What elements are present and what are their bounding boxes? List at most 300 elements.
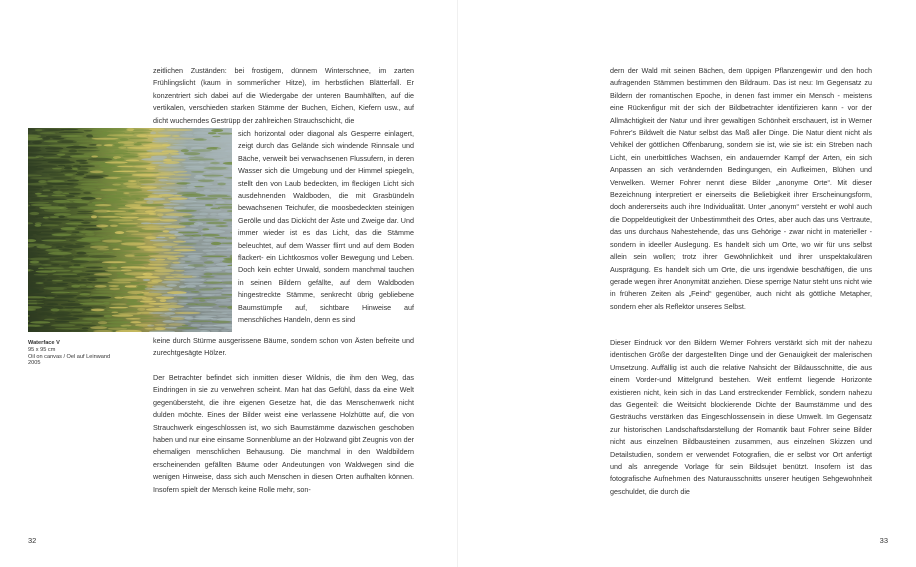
water-ripple	[82, 327, 89, 329]
water-ripple	[159, 305, 185, 308]
water-ripple	[150, 240, 168, 242]
water-ripple	[160, 219, 178, 222]
water-ripple	[185, 285, 196, 288]
water-ripple	[177, 237, 190, 239]
water-ripple	[176, 228, 199, 230]
water-ripple	[202, 186, 221, 188]
water-ripple	[64, 174, 73, 176]
water-ripple	[113, 169, 121, 171]
water-ripple	[201, 243, 212, 245]
water-ripple	[195, 303, 217, 306]
water-ripple	[168, 197, 188, 199]
water-ripple	[178, 300, 195, 302]
water-ripple	[115, 231, 125, 234]
water-ripple	[116, 158, 124, 161]
water-ripple	[133, 315, 153, 317]
right-column-para2	[610, 337, 872, 498]
water-ripple	[212, 260, 220, 263]
water-ripple	[82, 325, 97, 327]
caption-size: 95 x 95 cm	[28, 346, 56, 353]
caption-title: Waterface V	[28, 340, 60, 346]
water-ripple	[72, 315, 90, 318]
water-ripple	[203, 138, 219, 140]
water-ripple	[134, 201, 146, 203]
water-ripple	[81, 279, 87, 281]
water-ripple	[108, 140, 116, 142]
water-ripple	[78, 299, 92, 301]
water-ripple	[112, 171, 137, 172]
water-ripple	[198, 161, 204, 163]
water-ripple	[75, 173, 84, 175]
water-ripple	[173, 195, 182, 196]
water-ripple	[35, 129, 43, 131]
water-ripple	[119, 174, 133, 176]
water-ripple	[97, 216, 121, 218]
water-ripple	[51, 194, 65, 196]
water-ripple	[118, 189, 142, 192]
water-ripple	[56, 186, 76, 188]
water-ripple	[157, 177, 170, 178]
water-ripple	[121, 309, 129, 311]
water-ripple	[163, 159, 172, 161]
water-ripple	[201, 276, 215, 277]
water-ripple	[80, 189, 97, 191]
water-ripple	[148, 261, 172, 263]
water-ripple	[97, 318, 105, 321]
water-ripple	[110, 225, 118, 227]
water-ripple	[146, 201, 153, 204]
water-ripple	[178, 232, 199, 234]
water-ripple	[215, 225, 228, 227]
water-ripple	[42, 222, 62, 224]
water-ripple	[73, 140, 94, 142]
water-ripple	[48, 276, 59, 279]
water-ripple	[201, 294, 215, 296]
water-ripple	[172, 159, 186, 160]
water-ripple	[103, 302, 110, 305]
water-ripple	[144, 198, 166, 201]
water-ripple	[44, 319, 55, 320]
water-ripple	[148, 303, 170, 305]
water-ripple	[47, 180, 65, 182]
water-ripple	[125, 162, 151, 165]
water-ripple	[32, 141, 42, 144]
water-ripple	[121, 269, 132, 271]
water-ripple	[140, 301, 156, 303]
water-ripple	[102, 261, 127, 263]
water-ripple	[39, 308, 50, 311]
water-ripple	[110, 128, 128, 131]
water-ripple	[52, 138, 64, 140]
water-ripple	[167, 178, 190, 180]
water-ripple	[95, 279, 110, 281]
water-ripple	[29, 278, 45, 281]
water-ripple	[52, 168, 62, 170]
water-ripple	[67, 183, 79, 186]
water-ripple	[200, 279, 206, 281]
left-column-para2	[153, 372, 414, 496]
water-ripple	[43, 282, 54, 285]
water-ripple	[156, 173, 175, 175]
water-ripple	[121, 326, 143, 329]
water-ripple	[91, 222, 113, 224]
water-ripple	[59, 248, 73, 250]
water-ripple	[41, 191, 53, 193]
water-ripple	[204, 178, 211, 180]
water-ripple	[74, 177, 83, 180]
water-ripple	[210, 140, 232, 142]
water-ripple	[78, 165, 95, 167]
water-ripple	[102, 240, 122, 243]
water-ripple	[205, 155, 228, 158]
water-ripple	[198, 290, 221, 293]
water-ripple	[210, 162, 220, 164]
water-ripple	[176, 210, 197, 212]
water-ripple	[170, 138, 196, 140]
water-ripple	[174, 174, 192, 176]
water-ripple	[48, 252, 72, 255]
water-ripple	[86, 134, 93, 137]
water-ripple	[141, 222, 151, 224]
water-ripple	[82, 219, 98, 221]
water-ripple	[154, 327, 165, 330]
water-ripple	[179, 243, 197, 245]
water-ripple	[155, 297, 174, 299]
water-ripple	[109, 285, 120, 287]
water-ripple	[136, 134, 147, 137]
water-ripple	[210, 213, 217, 216]
water-ripple	[48, 219, 69, 221]
water-ripple	[102, 171, 111, 172]
water-ripple	[155, 259, 165, 261]
water-ripple	[147, 281, 158, 283]
water-ripple	[112, 249, 120, 250]
water-ripple	[56, 295, 77, 297]
water-ripple	[177, 297, 189, 299]
water-ripple	[202, 234, 220, 237]
water-ripple	[37, 250, 44, 252]
water-ripple	[32, 132, 38, 134]
water-ripple	[123, 156, 139, 158]
water-ripple	[37, 302, 45, 305]
water-ripple	[69, 219, 84, 221]
water-ripple	[90, 243, 106, 246]
water-ripple	[171, 317, 185, 320]
water-ripple	[123, 249, 141, 251]
water-ripple	[39, 231, 67, 233]
water-ripple	[137, 282, 148, 284]
water-ripple	[203, 281, 222, 284]
water-ripple	[61, 135, 84, 137]
water-ripple	[132, 174, 160, 176]
water-ripple	[166, 183, 176, 185]
water-ripple	[205, 204, 213, 206]
water-ripple	[123, 192, 129, 194]
water-ripple	[163, 203, 180, 205]
water-ripple	[76, 297, 90, 300]
water-ripple	[75, 249, 100, 252]
water-ripple	[158, 164, 181, 167]
water-ripple	[196, 197, 218, 199]
water-ripple	[149, 213, 157, 215]
water-ripple	[162, 144, 171, 147]
water-ripple	[184, 270, 206, 273]
water-ripple	[96, 198, 102, 200]
water-ripple	[29, 258, 51, 261]
water-ripple	[183, 166, 205, 167]
water-ripple	[69, 266, 85, 268]
water-ripple	[58, 131, 84, 133]
water-ripple	[125, 261, 150, 264]
water-ripple	[212, 321, 231, 324]
water-ripple	[173, 293, 198, 296]
water-ripple	[203, 171, 212, 173]
water-ripple	[140, 204, 165, 206]
water-ripple	[179, 288, 195, 291]
water-ripple	[128, 210, 135, 212]
water-ripple	[181, 273, 203, 275]
water-ripple	[29, 263, 42, 266]
water-ripple	[63, 225, 77, 226]
water-ripple	[172, 321, 192, 323]
water-ripple	[105, 207, 115, 209]
water-ripple	[182, 162, 201, 164]
water-ripple	[85, 233, 95, 236]
water-ripple	[136, 246, 156, 249]
water-ripple	[139, 321, 158, 323]
water-ripple	[73, 264, 80, 267]
water-ripple	[106, 210, 126, 212]
water-ripple	[43, 217, 49, 219]
water-ripple	[33, 327, 56, 329]
left-column-wrap	[238, 128, 414, 327]
water-ripple	[131, 132, 151, 134]
water-ripple	[160, 299, 167, 302]
water-ripple	[84, 130, 93, 132]
water-ripple	[77, 211, 92, 213]
water-ripple	[107, 134, 134, 136]
water-ripple	[46, 299, 70, 301]
water-ripple	[169, 302, 178, 305]
water-ripple	[44, 185, 54, 188]
water-ripple	[123, 182, 137, 185]
water-ripple	[195, 267, 206, 269]
water-ripple	[117, 258, 135, 261]
water-ripple	[212, 136, 221, 137]
water-ripple	[173, 249, 196, 251]
water-ripple	[140, 267, 166, 269]
water-ripple	[44, 209, 71, 212]
water-ripple	[172, 144, 199, 146]
water-ripple	[216, 160, 224, 162]
water-ripple	[94, 273, 113, 275]
water-ripple	[199, 213, 208, 216]
water-ripple	[221, 330, 228, 332]
water-ripple	[164, 225, 186, 228]
water-ripple	[76, 252, 86, 255]
water-ripple	[119, 225, 137, 227]
left-column-end	[153, 335, 414, 360]
water-ripple	[126, 128, 134, 131]
water-ripple	[36, 234, 54, 236]
water-ripple	[58, 215, 65, 218]
water-ripple	[98, 321, 108, 324]
water-ripple	[134, 143, 142, 145]
water-ripple	[166, 300, 178, 303]
water-ripple	[50, 189, 59, 191]
water-ripple	[181, 149, 189, 152]
water-ripple	[69, 330, 89, 332]
water-ripple	[51, 308, 60, 311]
water-ripple	[56, 246, 63, 248]
water-ripple	[145, 210, 156, 212]
water-ripple	[169, 231, 179, 234]
water-ripple	[176, 327, 198, 329]
water-ripple	[65, 203, 88, 206]
water-ripple	[82, 308, 91, 311]
water-ripple	[70, 260, 88, 263]
water-ripple	[108, 246, 118, 247]
water-ripple	[142, 297, 153, 300]
water-ripple	[95, 234, 106, 236]
water-ripple	[80, 264, 106, 267]
water-ripple	[158, 132, 180, 134]
water-ripple	[36, 165, 57, 168]
water-ripple	[151, 273, 170, 275]
water-ripple	[86, 253, 104, 255]
water-ripple	[88, 282, 110, 284]
water-ripple	[184, 317, 194, 319]
water-ripple	[217, 183, 226, 186]
water-ripple	[79, 144, 89, 146]
water-ripple	[38, 256, 64, 257]
water-ripple	[36, 299, 46, 302]
water-ripple	[174, 312, 200, 314]
water-ripple	[140, 177, 157, 179]
water-ripple	[42, 171, 64, 173]
water-ripple	[85, 312, 112, 314]
water-ripple	[179, 253, 204, 254]
water-ripple	[162, 245, 173, 248]
water-ripple	[121, 242, 146, 245]
water-ripple	[31, 204, 52, 207]
water-ripple	[178, 260, 185, 263]
water-ripple	[199, 328, 222, 330]
paragraph: Der Betrachter befindet sich inmitten dieser Wildnis, die ihm den Weg, das Eindringen in sie zu verwehren scheint. Man hat das Gefühl, dass da eine Welt gegenübersteht, die ihre eigenen Gesetze hat, die das Menschenwerk nicht dulden möchte. Eines der Bilder weist eine verlassene Holzhütte auf, die von Strauchwerk eingeschlossen ist, wo sich Baumstämme dazwischen geschoben haben und nur eine einsame Sonnenblume an der Holzwand gibt Zeugnis von der ehemaligen menschlichen Behausung. Die manchmal in den Waldbildern erscheinenden gefällten Bäume oder Andeutungen von Waldwegen sind die wenigen Hinweise, dass sich auch Menschen in diesen Orten aufhalten können. Insofern spielt der Mensch keine Rolle mehr, son-	[153, 373, 414, 494]
water-ripple	[33, 314, 45, 316]
water-ripple	[213, 288, 224, 290]
water-ripple	[47, 303, 59, 305]
water-ripple	[96, 144, 102, 146]
water-ripple	[42, 267, 64, 269]
water-ripple	[90, 294, 112, 296]
water-ripple	[125, 204, 142, 207]
water-ripple	[108, 180, 131, 182]
water-ripple	[77, 167, 89, 170]
water-ripple	[102, 236, 110, 239]
water-ripple	[189, 158, 215, 160]
water-ripple	[89, 296, 112, 299]
water-ripple	[44, 306, 54, 308]
water-ripple	[202, 250, 212, 252]
water-ripple	[35, 156, 43, 158]
water-ripple	[96, 147, 107, 149]
water-ripple	[111, 264, 118, 267]
water-ripple	[180, 257, 201, 260]
water-ripple	[148, 291, 169, 292]
water-ripple	[64, 255, 74, 258]
water-ripple	[84, 228, 102, 230]
water-ripple	[64, 245, 84, 248]
water-ripple	[91, 308, 105, 311]
water-ripple	[211, 189, 217, 191]
water-ripple	[156, 237, 166, 239]
water-ripple	[175, 189, 198, 191]
water-ripple	[87, 315, 104, 317]
water-ripple	[77, 239, 101, 242]
water-ripple	[79, 302, 105, 304]
water-ripple	[51, 270, 70, 272]
water-ripple	[190, 324, 201, 327]
water-ripple	[128, 180, 137, 182]
water-ripple	[133, 166, 157, 168]
water-ripple	[65, 153, 85, 155]
water-ripple	[42, 137, 50, 140]
water-ripple	[35, 193, 42, 195]
water-ripple	[86, 286, 92, 288]
water-ripple	[140, 187, 157, 189]
water-ripple	[105, 161, 128, 163]
paragraph: keine durch Stürme ausgerissene Bäume, sondern schon von Ästen befreite und zurechtgesägte Hölzer.	[153, 336, 414, 358]
water-ripple	[60, 129, 78, 130]
water-ripple	[53, 200, 70, 203]
water-ripple	[81, 197, 96, 200]
left-column-top	[153, 65, 414, 127]
water-ripple	[100, 189, 117, 191]
water-ripple	[154, 324, 166, 326]
water-ripple	[147, 325, 154, 327]
water-ripple	[109, 244, 119, 246]
water-ripple	[199, 299, 206, 301]
water-ripple	[65, 223, 84, 225]
water-ripple	[92, 138, 119, 140]
water-ripple	[206, 252, 215, 254]
water-ripple	[80, 291, 91, 292]
water-ripple	[79, 162, 88, 164]
water-ripple	[163, 161, 180, 164]
water-ripple	[209, 165, 216, 167]
water-ripple	[164, 207, 173, 209]
water-ripple	[188, 307, 213, 309]
water-ripple	[174, 233, 183, 235]
water-ripple	[165, 140, 188, 143]
water-ripple	[96, 288, 112, 290]
water-ripple	[198, 180, 215, 182]
water-ripple	[53, 191, 63, 194]
water-ripple	[49, 216, 59, 218]
water-ripple	[38, 154, 56, 156]
water-ripple	[137, 218, 162, 220]
water-ripple	[191, 234, 201, 236]
water-ripple	[103, 195, 130, 197]
water-ripple	[161, 281, 180, 284]
water-ripple	[90, 326, 107, 329]
water-ripple	[30, 177, 52, 178]
water-ripple	[112, 184, 121, 186]
water-ripple	[80, 183, 105, 185]
water-ripple	[201, 230, 225, 233]
water-ripple	[141, 227, 165, 229]
